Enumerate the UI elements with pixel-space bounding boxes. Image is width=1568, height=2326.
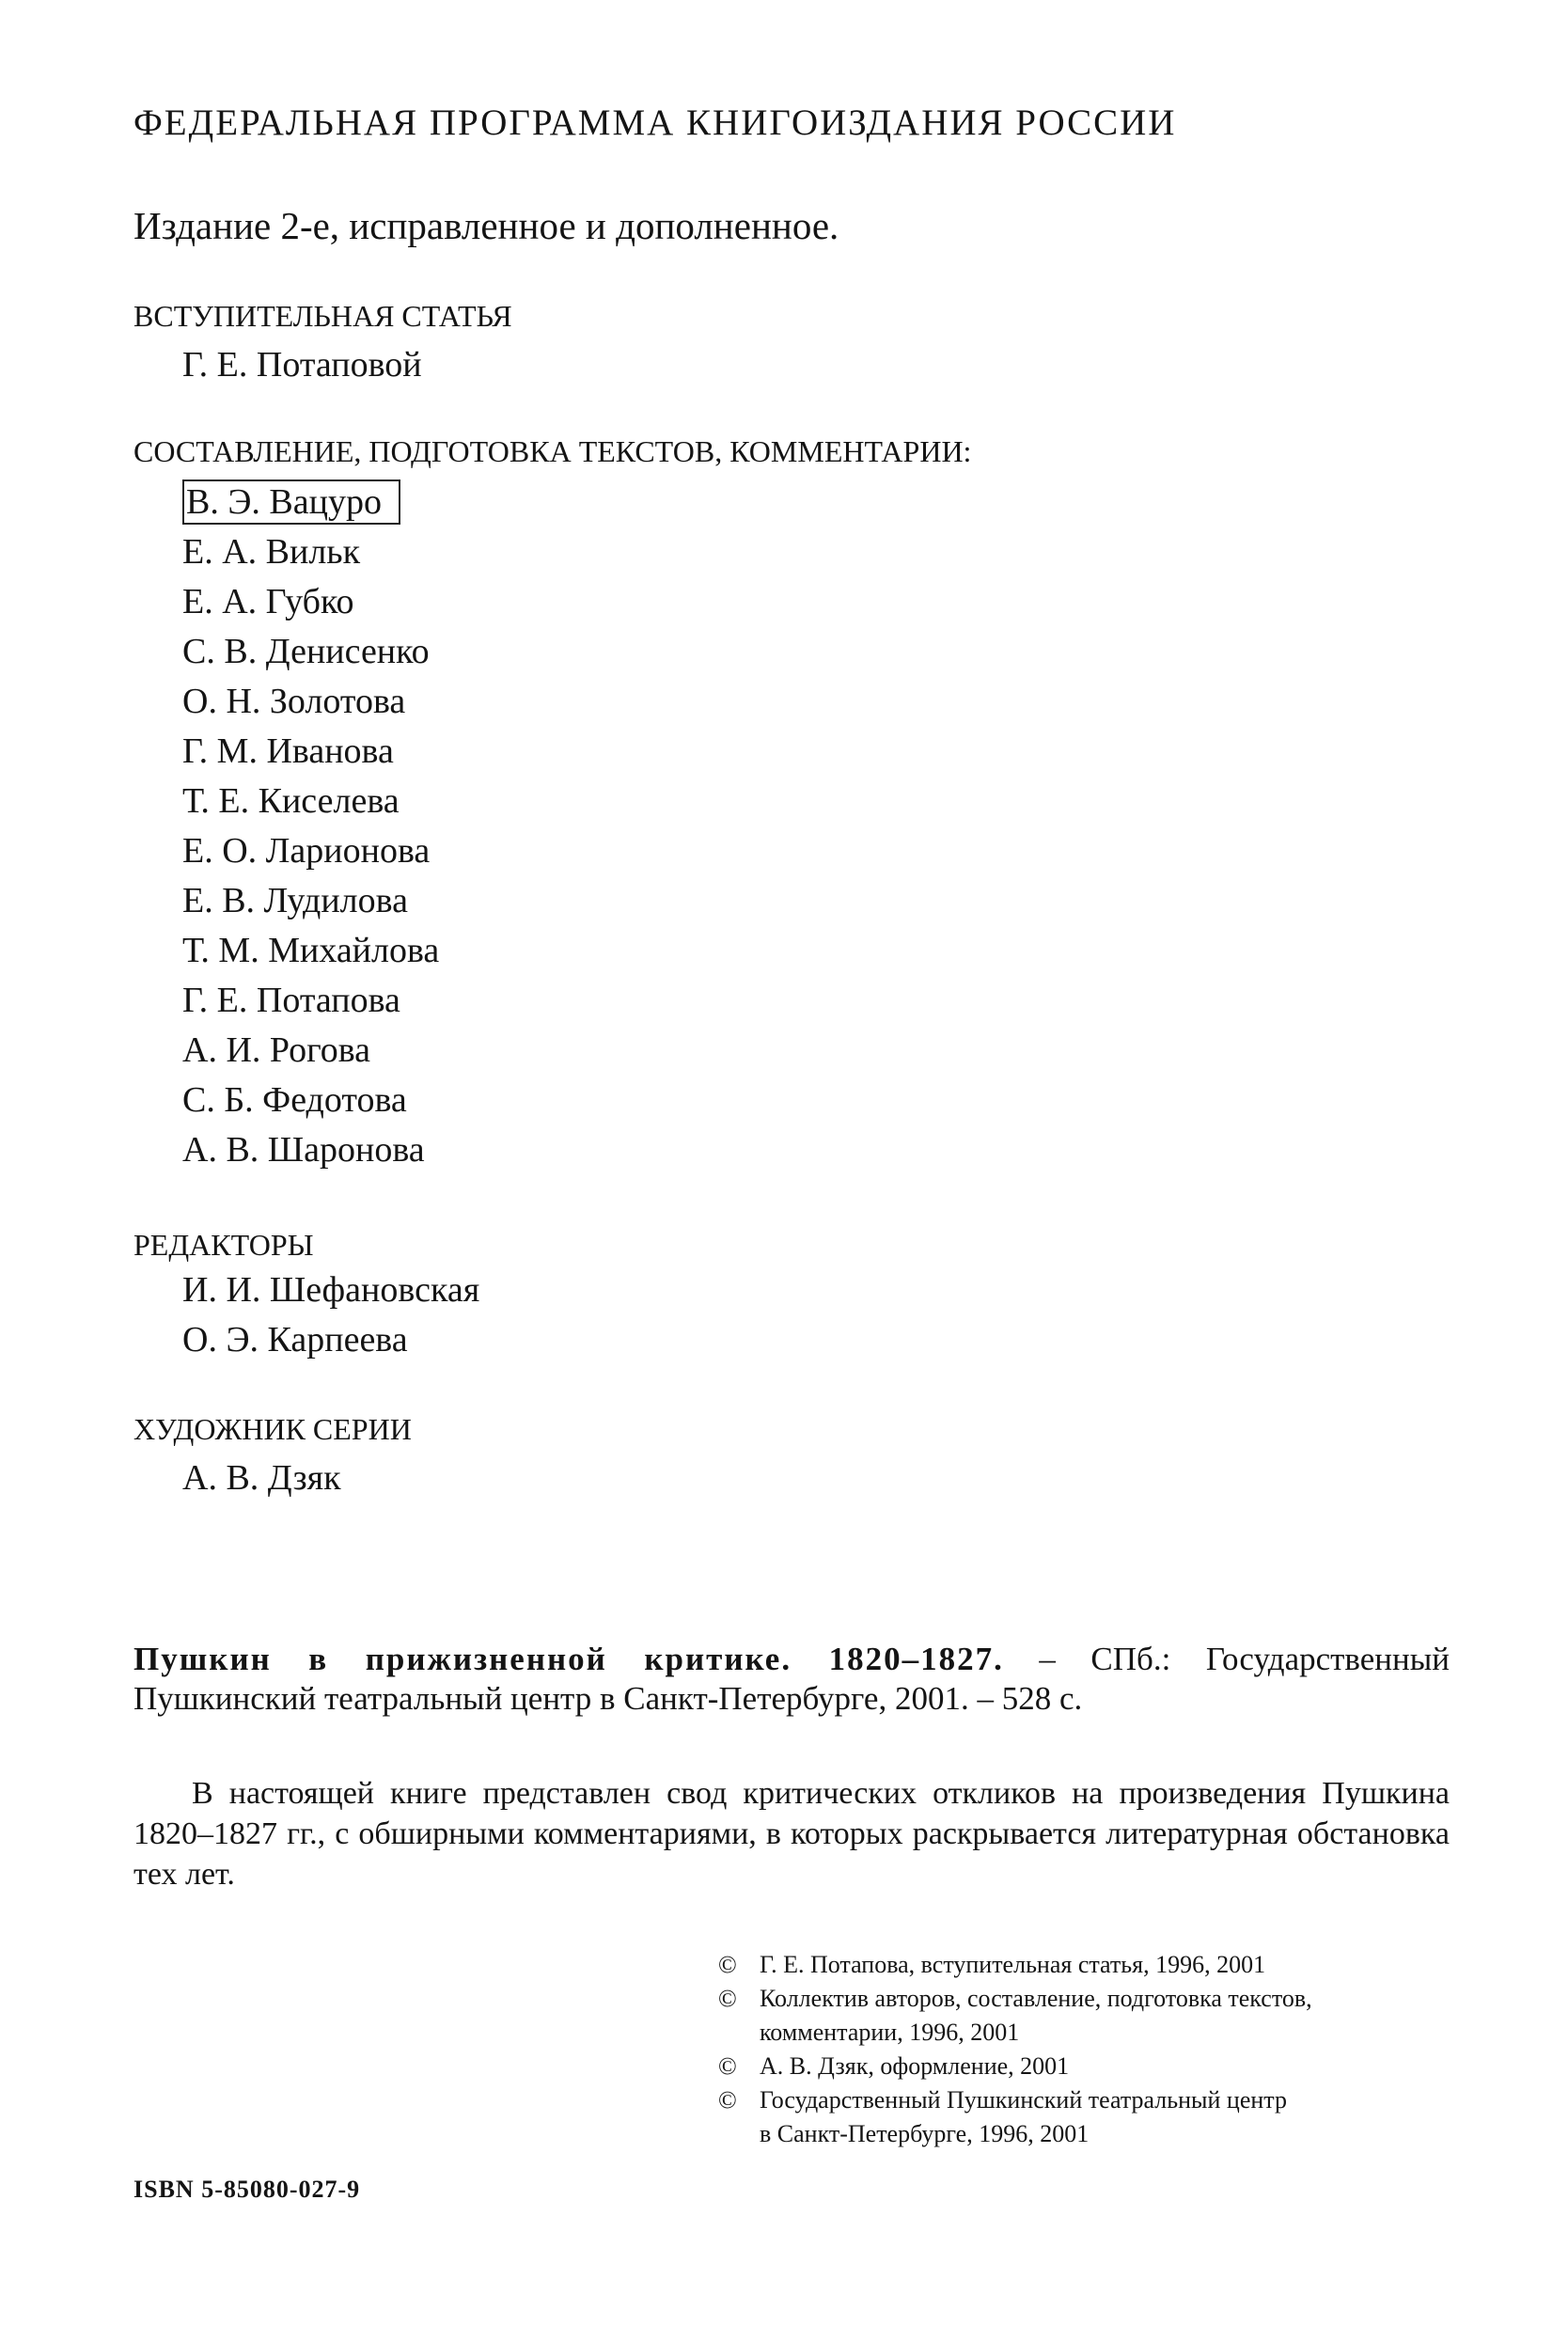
copyright-symbol: © (718, 2052, 737, 2080)
copyright-symbol: © (718, 1985, 737, 2012)
compiler-item: Е. А. Вильк (182, 532, 361, 572)
publication-details: – СПб.: Государственный Пушкинский театральный центр в Санкт-Петербурге, 2001. – 528 с. (133, 1641, 1450, 1717)
compiler-item: Г. Е. Потапова (182, 981, 400, 1020)
compiler-item: С. Б. Федотова (182, 1080, 407, 1120)
copyright-text-continued: комментарии, 1996, 2001 (760, 2019, 1020, 2046)
copyright-text: А. В. Дзяк, оформление, 2001 (760, 2052, 1070, 2080)
editors-list (182, 1265, 479, 1365)
editors-label: РЕДАКТОРЫ (133, 1228, 314, 1262)
copyright-text-continued: в Санкт-Петербурге, 1996, 2001 (760, 2120, 1090, 2147)
compiler-item: А. В. Шаронова (182, 1130, 425, 1170)
compiler-item: Е. В. Лудилова (182, 881, 408, 920)
compiler-item: Т. Е. Киселева (182, 781, 400, 821)
intro-label: ВСТУПИТЕЛЬНАЯ СТАТЬЯ (133, 299, 512, 333)
compiler-name-boxed: В. Э. Вацуро (182, 479, 400, 525)
compiler-item: Е. О. Ларионова (182, 831, 431, 871)
isbn: ISBN 5-85080-027-9 (133, 2176, 361, 2203)
compiler-item (182, 478, 439, 527)
copyright-item (718, 2083, 1312, 2151)
compiler-item: О. Н. Золотова (182, 682, 406, 721)
artist-label: ХУДОЖНИК СЕРИИ (133, 1412, 412, 1446)
copyright-text: Государственный Пушкинский театральный центр (760, 2086, 1287, 2114)
book-annotation: В настоящей книге представлен свод критических откликов на произведения Пушкина 1820–1827 гг., с обширными комментариями, в которых раскрывается литературная обстановка тех лет. (133, 1776, 1450, 1892)
compiler-item: Т. М. Михайлова (182, 931, 440, 970)
copyright-item (718, 2050, 1312, 2083)
compilers-list (182, 478, 439, 1175)
copyright-text: Г. Е. Потапова, вступительная статья, 1996, 2001 (760, 1951, 1266, 1978)
intro-author: Г. Е. Потаповой (182, 345, 422, 385)
edition-note: Издание 2-е, исправленное и дополненное. (133, 204, 839, 247)
copyright-symbol: © (718, 1951, 737, 1978)
editor-item: О. Э. Карпеева (182, 1320, 408, 1359)
copyright-list (718, 1948, 1312, 2151)
copyright-text: Коллектив авторов, составление, подготовка текстов, (760, 1985, 1312, 2012)
compilers-label: СОСТАВЛЕНИЕ, ПОДГОТОВКА ТЕКСТОВ, КОММЕНТАРИИ: (133, 434, 972, 468)
copyright-symbol: © (718, 2086, 737, 2114)
bibliographic-record (133, 1640, 1450, 1719)
compiler-item: А. И. Рогова (182, 1030, 371, 1070)
artist-name: А. В. Дзяк (182, 1458, 341, 1498)
compiler-item: С. В. Денисенко (182, 632, 430, 671)
book-title: Пушкин в прижизненной критике. 1820–1827. (133, 1641, 1004, 1677)
copyright-item (718, 1948, 1312, 1982)
copyright-item (718, 1982, 1312, 2050)
program-title: ФЕДЕРАЛЬНАЯ ПРОГРАММА КНИГОИЗДАНИЯ РОССИИ (133, 102, 1177, 143)
compiler-item: Е. А. Губко (182, 582, 354, 621)
editor-item: И. И. Шефановская (182, 1270, 480, 1310)
compiler-item: Г. М. Иванова (182, 731, 394, 771)
